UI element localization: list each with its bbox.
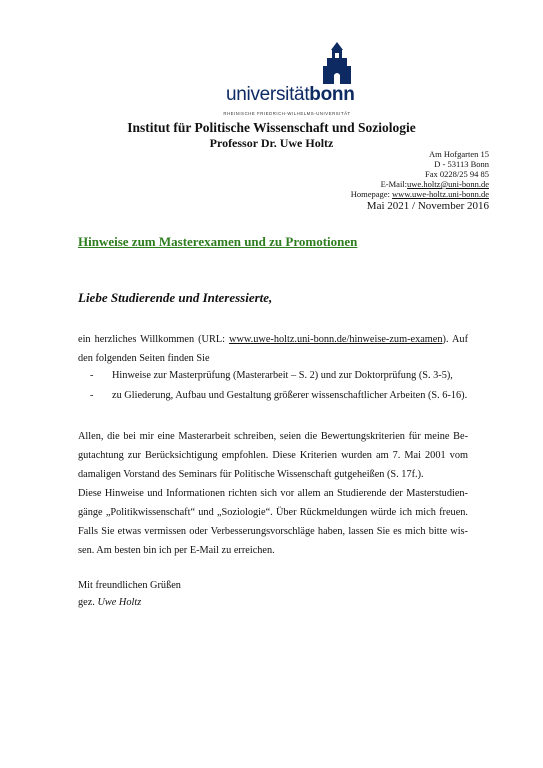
address-fax: Fax 0228/25 94 85 [425, 169, 489, 179]
body-line: gänge „Politikwissenschaft“ und „Soziologie“. Über Rückmeldungen würde ich mich freuen. [78, 507, 468, 518]
body-line: Falls Sie etwas vermissen oder Verbesserungsvorschläge haben, lassen Sie es mich bitte wis- [78, 526, 468, 537]
list-item: - zu Gliederung, Aufbau und Gestaltung größerer wissenschaftlicher Arbeiten (S. 6-16). [90, 390, 468, 401]
professor-heading: Professor Dr. Uwe Holtz [209, 136, 334, 150]
address-block [351, 149, 489, 212]
document-title: Hinweise zum Masterexamen und zu Promotionen [78, 234, 358, 249]
address-city: D - 53113 Bonn [434, 159, 489, 169]
homepage-link[interactable]: www.uwe-holtz.uni-bonn.de [392, 189, 489, 199]
intro-line-1: ein herzliches Willkommen (URL: www.uwe-holtz.uni-bonn.de/hinweise-zum-examen). Auf [78, 334, 469, 345]
institute-heading: Institut für Politische Wissenschaft und Soziologie [127, 120, 416, 135]
university-logo [226, 42, 355, 108]
address-homepage: Homepage: www.uwe-holtz.uni-bonn.de [350, 189, 489, 199]
body-paragraph [78, 427, 468, 560]
list-item: - Hinweise zur Masterprüfung (Masterarbeit – S. 2) und zur Doktorprüfung (S. 3-5), [90, 370, 453, 381]
intro-paragraph [78, 330, 468, 368]
address-street: Am Hofgarten 15 [429, 149, 489, 159]
examen-link[interactable]: www.uwe-holtz.uni-bonn.de/hinweise-zum-examen [229, 334, 443, 345]
building-logo-icon [323, 42, 351, 84]
address-email: E-Mail:uwe.holtz@uni-bonn.de [380, 179, 489, 189]
body-line: Allen, die bei mir eine Masterarbeit schreiben, seien die Bewertungskriterien für meine Be- [78, 431, 468, 442]
closing-salutation: Mit freundlichen Grüßen [78, 580, 181, 591]
greeting: Liebe Studierende und Interessierte, [78, 290, 273, 305]
signature-line: gez. Uwe Holtz [78, 597, 142, 608]
logo-wordmark: universitätbonn [226, 84, 355, 105]
bullet-list [90, 366, 467, 406]
body-line: Diese Hinweise und Informationen richten sich vor allem an Studierende der Masterstudien- [78, 488, 468, 499]
body-line: sen. Am besten bin ich per E-Mail zu erreichen. [78, 545, 275, 556]
logo-subtitle: RHEINISCHE FRIEDRICH-WILHELMS-UNIVERSITÄT [223, 111, 351, 116]
intro-line-2: den folgenden Seiten finden Sie [78, 353, 210, 364]
body-line: damaligen Vorstand des Seminars für Politische Wissenschaft gutgeheißen (S. 17f.). [78, 469, 424, 480]
body-line: gutachtung zur Berücksichtigung empfohlen. Diese Kriterien wurden am 7. Mai 2001 vom [78, 450, 468, 461]
signature-name: Uwe Holtz [97, 597, 142, 608]
email-link[interactable]: uwe.holtz@uni-bonn.de [407, 179, 489, 189]
document-date: Mai 2021 / November 2016 [366, 200, 489, 212]
closing-block [78, 577, 181, 611]
